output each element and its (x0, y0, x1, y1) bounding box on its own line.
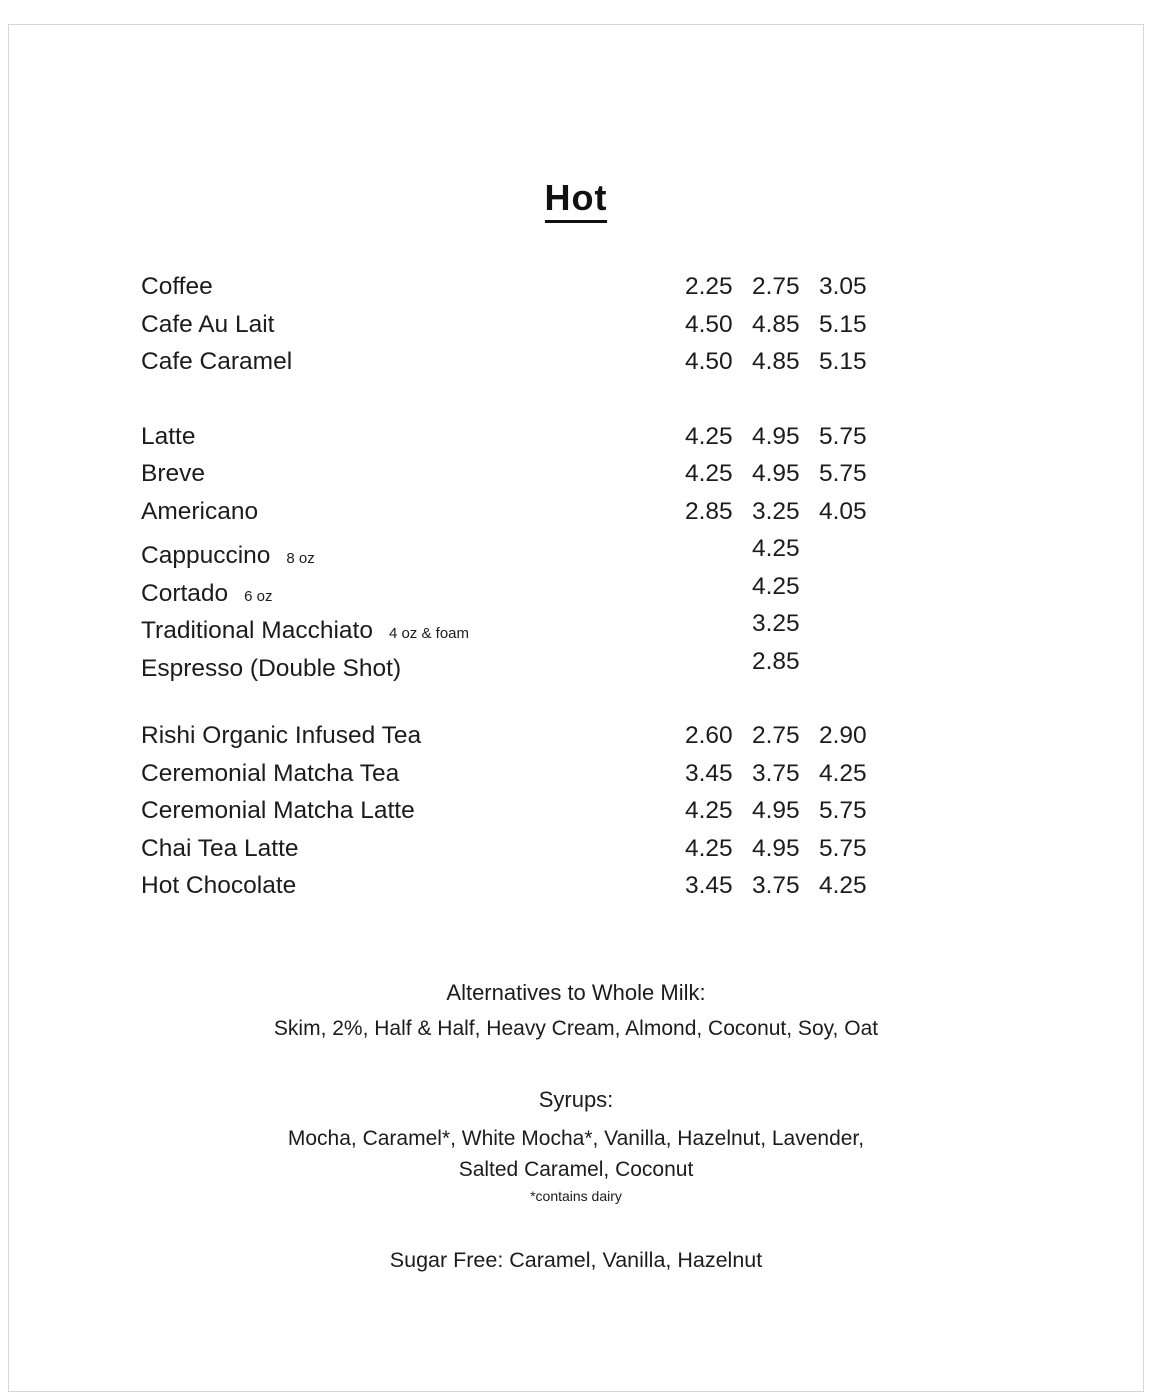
item-name: Chai Tea Latte (141, 834, 299, 862)
menu-item-row (9, 835, 1143, 873)
contains-dairy-note: *contains dairy (530, 1187, 622, 1204)
menu-footer (9, 980, 1143, 1273)
price-medium: 2.85 (752, 647, 800, 675)
item-name: Breve (141, 460, 206, 487)
menu-list (9, 273, 1143, 910)
menu-page (8, 24, 1144, 1392)
item-name: Cafe Caramel (141, 348, 293, 375)
item-name: Traditional Macchiato (141, 617, 373, 644)
price-small: 2.60 (685, 722, 733, 749)
price-large: 4.05 (819, 497, 867, 525)
item-prices (685, 760, 886, 788)
price-medium: 2.75 (752, 273, 800, 300)
item-name: Coffee (141, 273, 213, 300)
price-medium: 3.75 (752, 872, 800, 899)
menu-item-row (9, 797, 1143, 835)
item-note: 4 oz & foam (388, 625, 469, 642)
item-name: Americano (141, 497, 259, 525)
item-name: Latte (141, 422, 196, 450)
menu-item-row (9, 573, 1143, 611)
price-medium: 4.25 (752, 535, 800, 562)
menu-item-row (9, 760, 1143, 798)
item-prices (685, 573, 886, 601)
price-medium: 3.25 (752, 497, 800, 525)
item-prices (685, 648, 886, 676)
price-large: 4.25 (819, 872, 867, 899)
item-prices (685, 273, 886, 301)
price-small: 4.25 (685, 797, 733, 824)
price-medium: 4.95 (752, 460, 800, 487)
menu-group-espresso (9, 423, 1143, 686)
menu-item-row (9, 348, 1143, 386)
item-prices (685, 311, 886, 339)
price-medium: 4.95 (752, 797, 800, 824)
menu-item-row (9, 722, 1143, 760)
item-prices (685, 722, 886, 750)
item-name: Cafe Au Lait (141, 310, 275, 338)
price-small: 2.85 (685, 497, 733, 525)
syrups-list-line1: Mocha, Caramel*, White Mocha*, Vanilla, Hazelnut, Lavender, (287, 1126, 865, 1150)
price-small: 4.25 (685, 834, 733, 862)
price-small: 4.50 (685, 310, 733, 338)
syrups-block (9, 1087, 1143, 1204)
menu-item-row (9, 423, 1143, 461)
price-large (819, 648, 886, 676)
menu-item-row (9, 311, 1143, 349)
menu-item-row (9, 535, 1143, 573)
price-large: 5.75 (819, 460, 867, 487)
price-small (685, 610, 752, 638)
item-name: Cappuccino (141, 542, 271, 569)
item-name: Ceremonial Matcha Tea (141, 759, 400, 787)
page-title-wrap (9, 177, 1143, 223)
price-medium: 4.25 (752, 572, 800, 600)
price-medium: 3.75 (752, 759, 800, 787)
menu-item-row (9, 273, 1143, 311)
milk-alternatives-list: Skim, 2%, Half & Half, Heavy Cream, Almond, Coconut, Soy, Oat (273, 1016, 879, 1040)
item-prices (685, 835, 886, 863)
price-large: 5.75 (819, 422, 867, 450)
sugar-free-line: Sugar Free: Caramel, Vanilla, Hazelnut (389, 1247, 763, 1272)
price-small: 3.45 (685, 872, 733, 899)
price-small (685, 648, 752, 676)
menu-item-row (9, 460, 1143, 498)
price-large: 5.75 (819, 797, 867, 824)
price-small (685, 573, 752, 601)
item-name: Hot Chocolate (141, 872, 297, 899)
price-small (685, 535, 752, 563)
item-note: 8 oz (286, 550, 315, 567)
item-note: 6 oz (244, 587, 273, 605)
price-medium: 4.95 (752, 834, 800, 862)
item-prices (685, 610, 886, 638)
price-large (819, 610, 886, 638)
syrups-list-line2: Salted Caramel, Coconut (458, 1157, 694, 1181)
menu-group-coffee (9, 273, 1143, 386)
price-small: 3.45 (685, 759, 733, 787)
menu-item-row (9, 648, 1143, 686)
price-medium: 2.75 (752, 722, 800, 749)
item-prices (685, 872, 886, 900)
menu-item-row (9, 498, 1143, 536)
item-name: Rishi Organic Infused Tea (141, 722, 422, 749)
syrups-heading: Syrups: (538, 1086, 614, 1112)
price-large: 3.05 (819, 273, 867, 300)
price-large: 5.15 (819, 348, 867, 375)
item-prices (685, 535, 886, 563)
item-prices (685, 498, 886, 526)
item-name: Ceremonial Matcha Latte (141, 797, 415, 824)
price-medium: 4.85 (752, 348, 800, 375)
price-medium: 3.25 (752, 610, 800, 637)
price-small: 4.25 (685, 422, 733, 450)
price-large: 5.75 (819, 834, 867, 862)
item-name: Espresso (Double Shot) (141, 654, 402, 682)
price-small: 4.25 (685, 460, 733, 487)
item-prices (685, 423, 886, 451)
price-large (819, 573, 886, 601)
item-prices (685, 348, 886, 376)
price-medium: 4.85 (752, 310, 800, 338)
price-large: 5.15 (819, 310, 867, 338)
menu-group-tea (9, 722, 1143, 910)
price-large (819, 535, 886, 563)
item-prices (685, 460, 886, 488)
menu-item-row (9, 610, 1143, 648)
item-prices (685, 797, 886, 825)
menu-item-row (9, 872, 1143, 910)
price-small: 4.50 (685, 348, 733, 375)
item-name: Cortado (141, 579, 229, 607)
price-large: 2.90 (819, 722, 867, 749)
milk-alternatives-heading: Alternatives to Whole Milk: (446, 979, 706, 1005)
price-large: 4.25 (819, 759, 867, 787)
price-medium: 4.95 (752, 422, 800, 450)
page-title: Hot (545, 177, 608, 223)
price-small: 2.25 (685, 273, 733, 300)
